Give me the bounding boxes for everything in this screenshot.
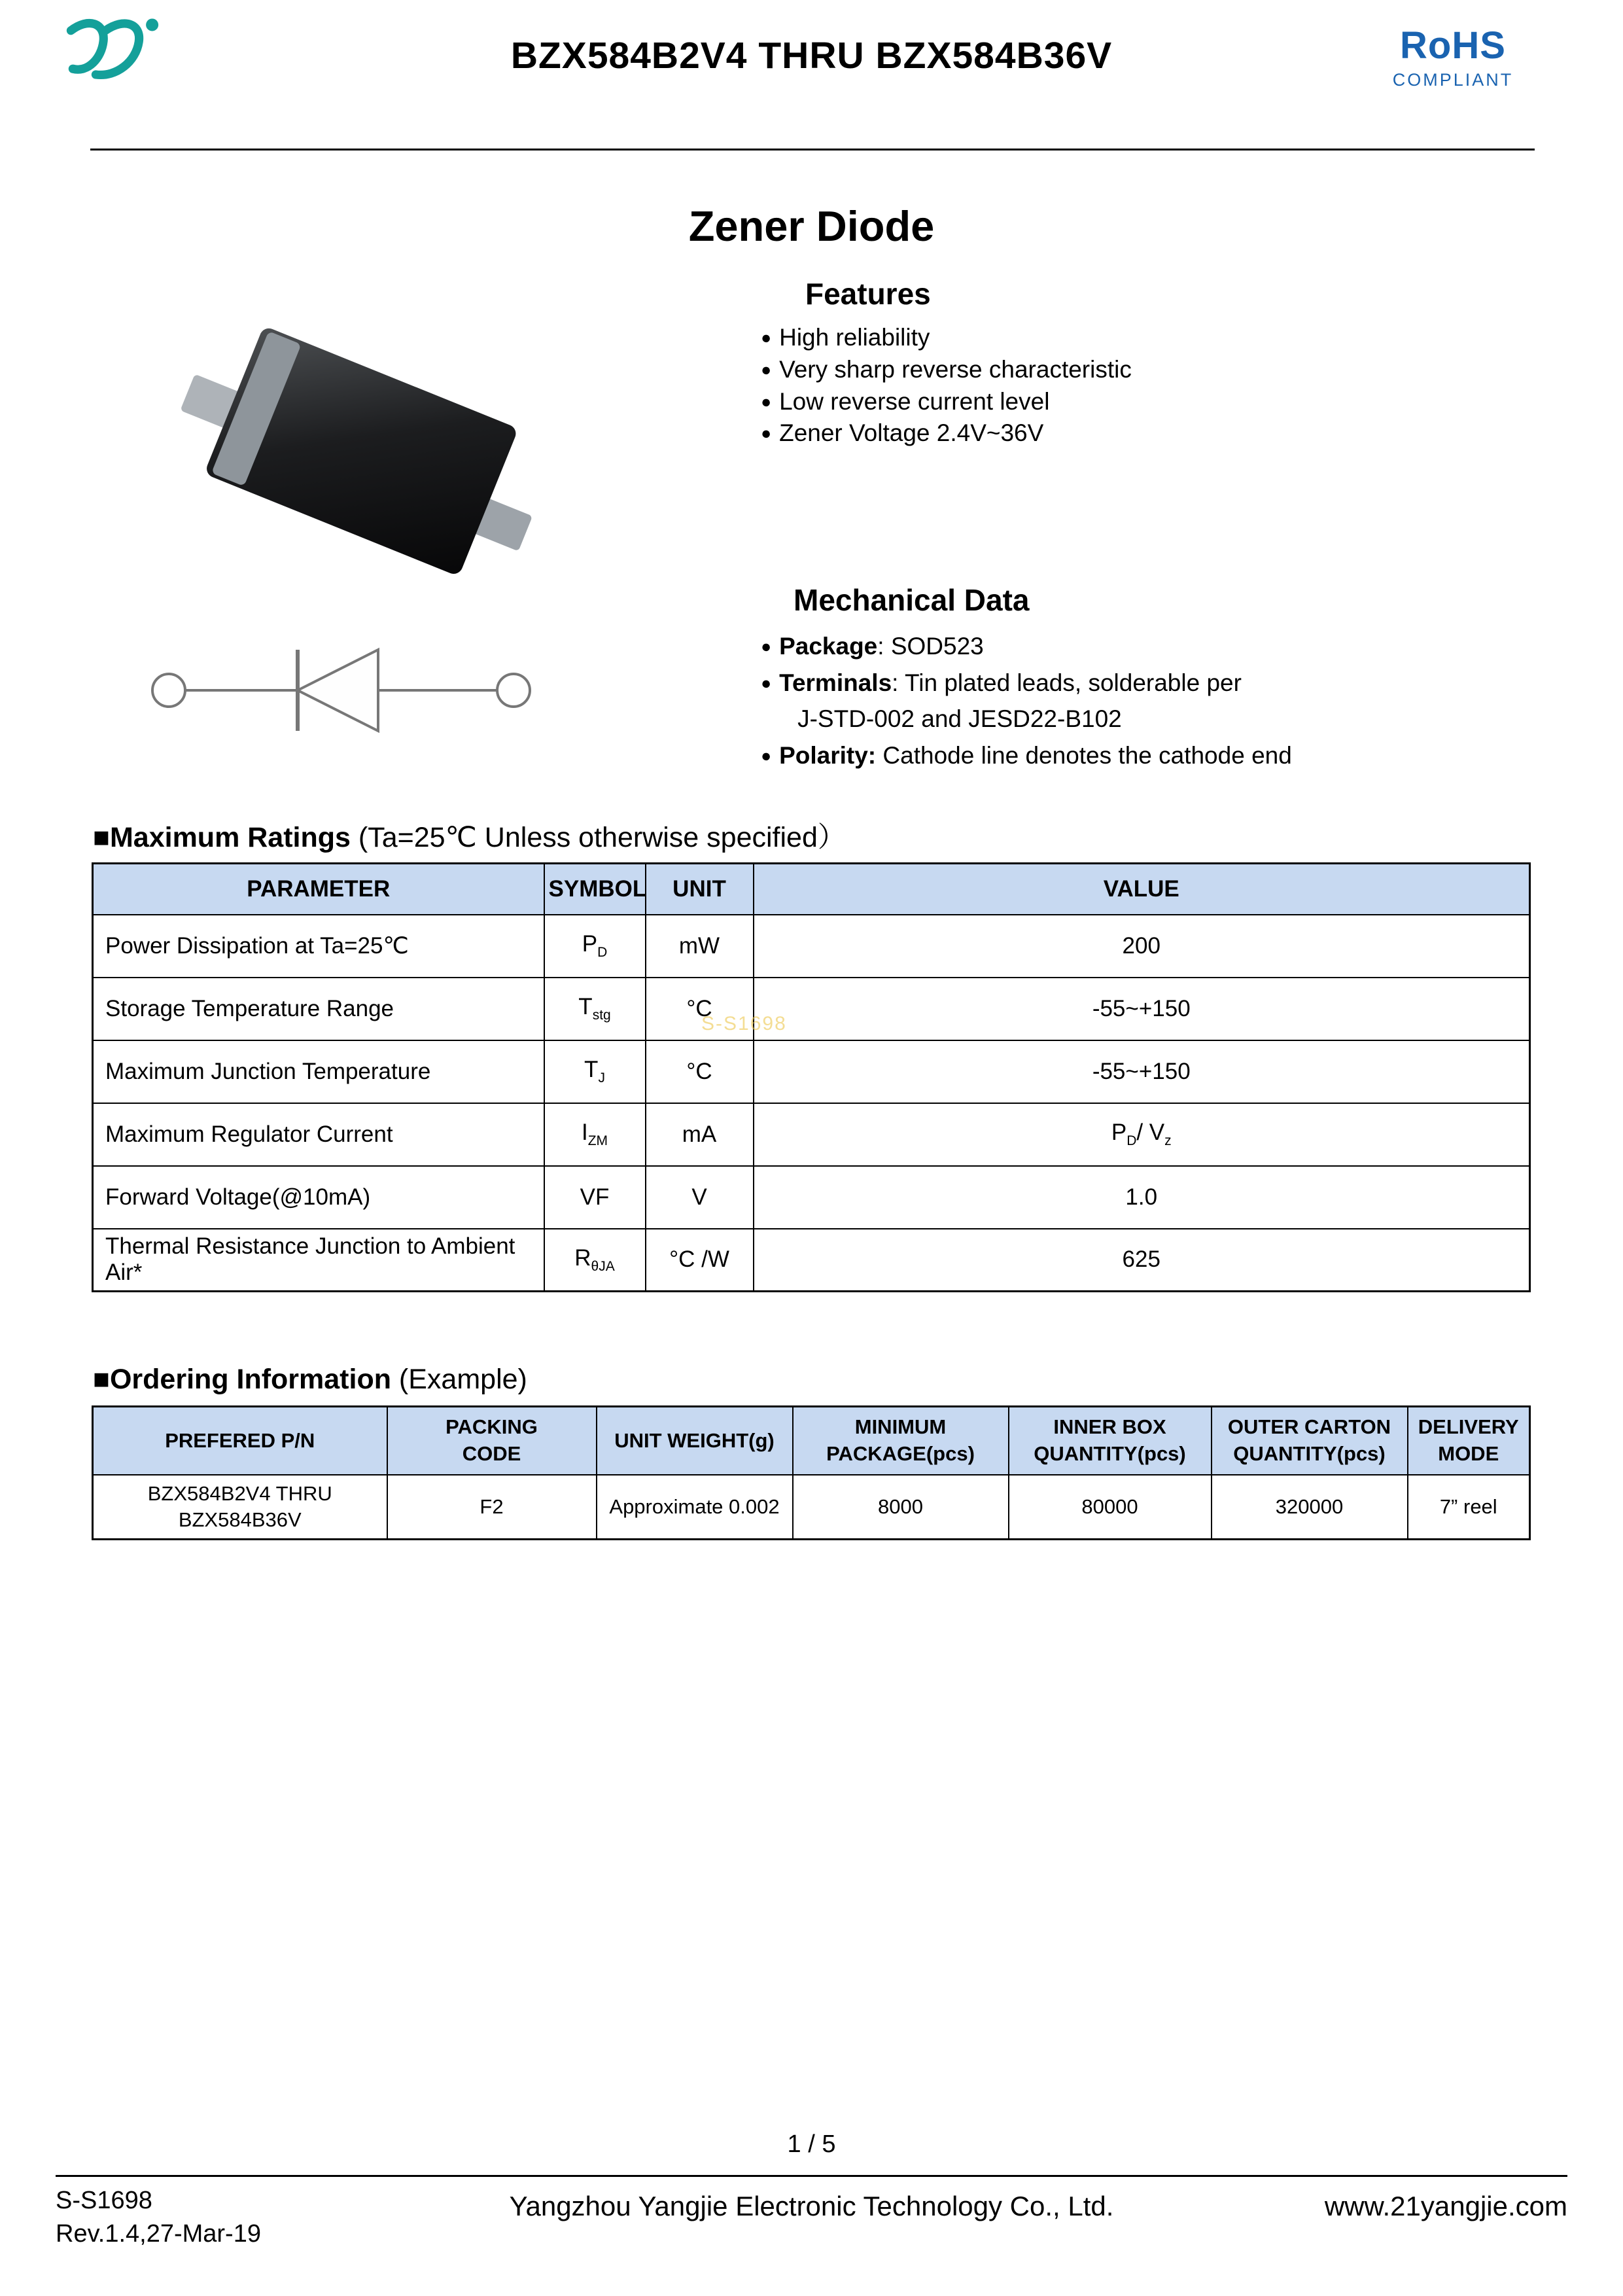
footer-divider — [56, 2175, 1567, 2177]
bullet-icon — [761, 673, 771, 693]
rohs-badge — [1355, 24, 1551, 90]
ordering-table — [92, 1405, 1531, 1540]
column-header: UNIT — [646, 864, 754, 915]
max-ratings-heading — [93, 815, 846, 855]
bullet-icon — [761, 392, 771, 412]
bullet-icon — [761, 360, 771, 380]
data-cell: 80000 — [1009, 1475, 1212, 1540]
feature-text: Zener Voltage 2.4V~36V — [779, 419, 1044, 447]
param-cell: Maximum Junction Temperature — [93, 1040, 544, 1103]
value-cell: $P_D/$ $V_z$ — [754, 1103, 1530, 1166]
symbol-cell: $R_{\theta JA}$ — [544, 1229, 646, 1292]
unit-cell: V — [646, 1166, 754, 1229]
symbol-cell: $T_{stg}$ — [544, 978, 646, 1040]
mechanical-text: Polarity: Cathode line denotes the cathode end — [779, 741, 1292, 769]
value-cell: 625 — [754, 1229, 1530, 1292]
features-section — [761, 276, 1480, 450]
max-ratings-heading-bold: ■Maximum Ratings — [93, 822, 351, 853]
feature-text: Very sharp reverse characteristic — [779, 355, 1132, 383]
mechanical-text: Package: SOD523 — [779, 633, 984, 660]
symbol-cell: VF — [544, 1166, 646, 1229]
table-row — [93, 1040, 1530, 1103]
data-cell: BZX584B2V4 THRU BZX584B36V — [93, 1475, 387, 1540]
param-cell: Storage Temperature Range — [93, 978, 544, 1040]
column-header: PACKING CODE — [387, 1407, 597, 1475]
website: www.21yangjie.com — [1324, 2191, 1567, 2221]
features-heading: Features — [805, 277, 931, 311]
symbol-cell: $T_J$ — [544, 1040, 646, 1103]
column-header: INNER BOX QUANTITY(pcs) — [1009, 1407, 1212, 1475]
column-header: MINIMUM PACKAGE(pcs) — [793, 1407, 1009, 1475]
table-row — [93, 1103, 1530, 1166]
mechanical-list — [761, 628, 1546, 773]
feature-item — [761, 417, 1480, 450]
data-cell: Approximate 0.002 — [597, 1475, 793, 1540]
symbol-cell: $I_{ZM}$ — [544, 1103, 646, 1166]
bullet-icon — [761, 423, 771, 443]
table-row — [93, 978, 1530, 1040]
company-name: Yangzhou Yangjie Electronic Technology Co., Ltd. — [509, 2191, 1114, 2221]
features-list — [761, 322, 1480, 450]
param-cell: Thermal Resistance Junction to Ambient Air* — [93, 1229, 544, 1292]
rohs-label: RoHS — [1400, 24, 1506, 67]
unit-cell: °C — [646, 978, 754, 1040]
bullet-icon — [761, 328, 771, 347]
mechanical-section — [761, 582, 1546, 773]
feature-item — [761, 322, 1480, 354]
data-cell: 8000 — [793, 1475, 1009, 1540]
max-ratings-body — [93, 915, 1530, 1292]
param-cell: Power Dissipation at Ta=25℃ — [93, 915, 544, 978]
param-cell: Forward Voltage(@10mA) — [93, 1166, 544, 1229]
feature-text: Low reverse current level — [779, 387, 1050, 415]
bullet-icon — [761, 746, 771, 766]
max-ratings-header-row — [93, 864, 1530, 915]
column-header: PARAMETER — [93, 864, 544, 915]
max-ratings-heading-note: (Ta=25℃ Unless otherwise specified） — [350, 822, 846, 853]
column-header: PREFERED P/N — [93, 1407, 387, 1475]
mechanical-heading: Mechanical Data — [794, 583, 1030, 617]
doc-revision: Rev.1.4,27-Mar-19 — [56, 2220, 261, 2248]
unit-cell: °C /W — [646, 1229, 754, 1292]
ordering-heading-bold: ■Ordering Information — [93, 1364, 391, 1395]
ordering-header-row — [93, 1407, 1530, 1475]
mechanical-item — [761, 628, 1546, 665]
ordering-heading-note: (Example) — [391, 1364, 527, 1395]
mechanical-text: J-STD-002 and JESD22-B102 — [797, 705, 1122, 732]
diode-package-image — [131, 258, 589, 756]
value-cell: 200 — [754, 915, 1530, 978]
value-cell: -55~+150 — [754, 978, 1530, 1040]
unit-cell: °C — [646, 1040, 754, 1103]
feature-item — [761, 386, 1480, 418]
max-ratings-table — [92, 862, 1531, 1292]
doc-code: S-S1698 — [56, 2187, 152, 2214]
column-header: SYMBOL — [544, 864, 646, 915]
bullet-icon — [761, 637, 771, 656]
column-header: OUTER CARTON QUANTITY(pcs) — [1212, 1407, 1408, 1475]
feature-item — [761, 354, 1480, 386]
mechanical-item — [761, 701, 1546, 737]
column-header: UNIT WEIGHT(g) — [597, 1407, 793, 1475]
rohs-compliant-label: COMPLIANT — [1392, 70, 1514, 90]
diode-symbol — [152, 650, 530, 731]
symbol-cell: $P_D$ — [544, 915, 646, 978]
data-cell: 7” reel — [1408, 1475, 1530, 1540]
table-row — [93, 1229, 1530, 1292]
mechanical-item — [761, 737, 1546, 774]
ordering-heading — [93, 1364, 527, 1396]
column-header: VALUE — [754, 864, 1530, 915]
column-header: DELIVERY MODE — [1408, 1407, 1530, 1475]
watermark: S-S1698 — [701, 1013, 787, 1034]
unit-cell: mW — [646, 915, 754, 978]
feature-text: High reliability — [779, 324, 930, 351]
table-row — [93, 1166, 1530, 1229]
page-number: 1 / 5 — [787, 2130, 836, 2158]
mechanical-text: Terminals: Tin plated leads, solderable per — [779, 669, 1242, 696]
data-cell: 320000 — [1212, 1475, 1408, 1540]
page-title: Zener Diode — [688, 202, 935, 250]
product-image — [131, 258, 589, 756]
part-number-title: BZX584B2V4 THRU BZX584B36V — [510, 35, 1113, 77]
data-cell: F2 — [387, 1475, 597, 1540]
unit-cell: mA — [646, 1103, 754, 1166]
ordering-data-row — [93, 1475, 1530, 1540]
value-cell: -55~+150 — [754, 1040, 1530, 1103]
param-cell: Maximum Regulator Current — [93, 1103, 544, 1166]
table-row — [93, 915, 1530, 978]
value-cell: 1.0 — [754, 1166, 1530, 1229]
mechanical-item — [761, 665, 1546, 701]
header-divider — [90, 149, 1535, 150]
